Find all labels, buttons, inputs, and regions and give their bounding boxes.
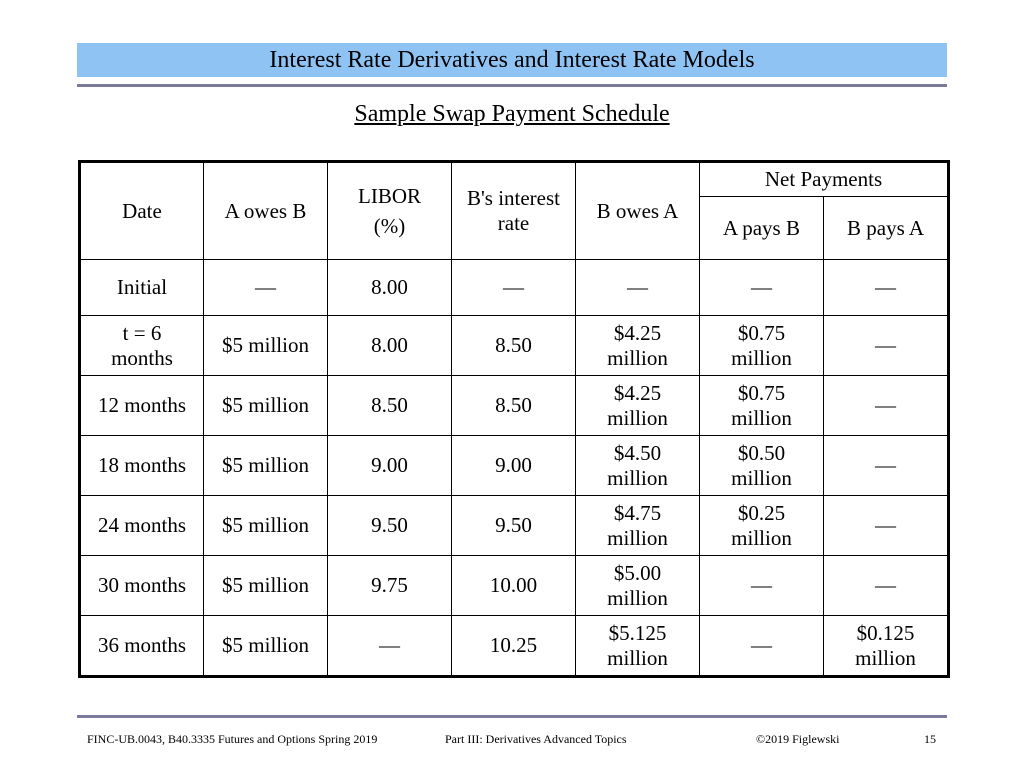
- cell-libor: 9.75: [328, 556, 452, 616]
- cell-a-pays-b: —: [700, 556, 824, 616]
- header-row-top: [80, 162, 949, 197]
- cell-b-pays-a: —: [824, 436, 949, 496]
- table-row: [80, 376, 949, 436]
- col-header-b-owes-a: B owes A: [576, 162, 700, 260]
- cell-b-owes-a: $5.125 million: [576, 616, 700, 677]
- table-row: [80, 260, 949, 316]
- swap-schedule-table: [78, 160, 950, 678]
- b-rate-header-line1: B's interest: [466, 186, 561, 210]
- cell-b-owes-a: $5.00 million: [576, 556, 700, 616]
- cell-a-pays-b: $0.75 million: [700, 376, 824, 436]
- cell-libor: —: [328, 616, 452, 677]
- col-header-a-owes-b: A owes B: [204, 162, 328, 260]
- footer-page-number: 15: [924, 732, 936, 746]
- cell-b-rate: 8.50: [452, 316, 576, 376]
- col-header-date: Date: [80, 162, 204, 260]
- footer-copyright: ©2019 Figlewski: [756, 732, 840, 746]
- cell-a-owes-b: —: [204, 260, 328, 316]
- cell-b-pays-a: —: [824, 316, 949, 376]
- cell-a-owes-b: $5 million: [204, 556, 328, 616]
- cell-a-pays-b: $0.50 million: [700, 436, 824, 496]
- cell-date: 18 months: [80, 436, 204, 496]
- table-row: [80, 496, 949, 556]
- footer-divider: [77, 715, 947, 718]
- libor-header-line2: (%): [373, 214, 406, 238]
- cell-b-pays-a: $0.125 million: [824, 616, 949, 677]
- cell-a-owes-b: $5 million: [204, 496, 328, 556]
- cell-b-pays-a: —: [824, 260, 949, 316]
- header-divider: [77, 84, 947, 87]
- cell-a-owes-b: $5 million: [204, 376, 328, 436]
- cell-b-rate: 8.50: [452, 376, 576, 436]
- cell-b-pays-a: —: [824, 496, 949, 556]
- footer-part: Part III: Derivatives Advanced Topics: [445, 732, 627, 746]
- cell-date: 30 months: [80, 556, 204, 616]
- footer-course: FINC-UB.0043, B40.3335 Futures and Options Spring 2019: [87, 732, 378, 746]
- col-header-b-pays-a: B pays A: [824, 197, 949, 260]
- cell-b-rate: 10.25: [452, 616, 576, 677]
- cell-date: 12 months: [80, 376, 204, 436]
- cell-libor: 8.50: [328, 376, 452, 436]
- col-header-b-rate: [452, 162, 576, 260]
- cell-a-pays-b: $0.75 million: [700, 316, 824, 376]
- cell-date: Initial: [80, 260, 204, 316]
- cell-libor: 8.00: [328, 316, 452, 376]
- cell-b-pays-a: —: [824, 556, 949, 616]
- cell-b-pays-a: —: [824, 376, 949, 436]
- cell-b-rate: 9.00: [452, 436, 576, 496]
- cell-b-rate: 10.00: [452, 556, 576, 616]
- cell-b-owes-a: $4.50 million: [576, 436, 700, 496]
- cell-date: 24 months: [80, 496, 204, 556]
- table-title: Sample Swap Payment Schedule: [354, 101, 670, 127]
- cell-libor: 9.00: [328, 436, 452, 496]
- cell-libor: 9.50: [328, 496, 452, 556]
- table-row: [80, 316, 949, 376]
- cell-a-owes-b: $5 million: [204, 316, 328, 376]
- cell-b-rate: —: [452, 260, 576, 316]
- cell-a-pays-b: —: [700, 616, 824, 677]
- cell-b-owes-a: $4.25 million: [576, 316, 700, 376]
- cell-date: t = 6 months: [80, 316, 204, 376]
- cell-libor: 8.00: [328, 260, 452, 316]
- slide-title: Interest Rate Derivatives and Interest Rate Models: [269, 46, 755, 73]
- col-header-libor: [328, 162, 452, 260]
- table-row: [80, 436, 949, 496]
- b-rate-header-line2: rate: [497, 211, 530, 235]
- cell-b-owes-a: $4.25 million: [576, 376, 700, 436]
- cell-a-owes-b: $5 million: [204, 616, 328, 677]
- cell-b-rate: 9.50: [452, 496, 576, 556]
- table-row: [80, 616, 949, 677]
- cell-a-pays-b: —: [700, 260, 824, 316]
- cell-date: 36 months: [80, 616, 204, 677]
- cell-a-owes-b: $5 million: [204, 436, 328, 496]
- cell-b-owes-a: $4.75 million: [576, 496, 700, 556]
- cell-a-pays-b: $0.25 million: [700, 496, 824, 556]
- col-header-a-pays-b: A pays B: [700, 197, 824, 260]
- cell-b-owes-a: —: [576, 260, 700, 316]
- table-row: [80, 556, 949, 616]
- col-header-net-payments: Net Payments: [700, 162, 949, 197]
- libor-header-line1: LIBOR: [358, 184, 421, 208]
- slide-header: [77, 43, 947, 77]
